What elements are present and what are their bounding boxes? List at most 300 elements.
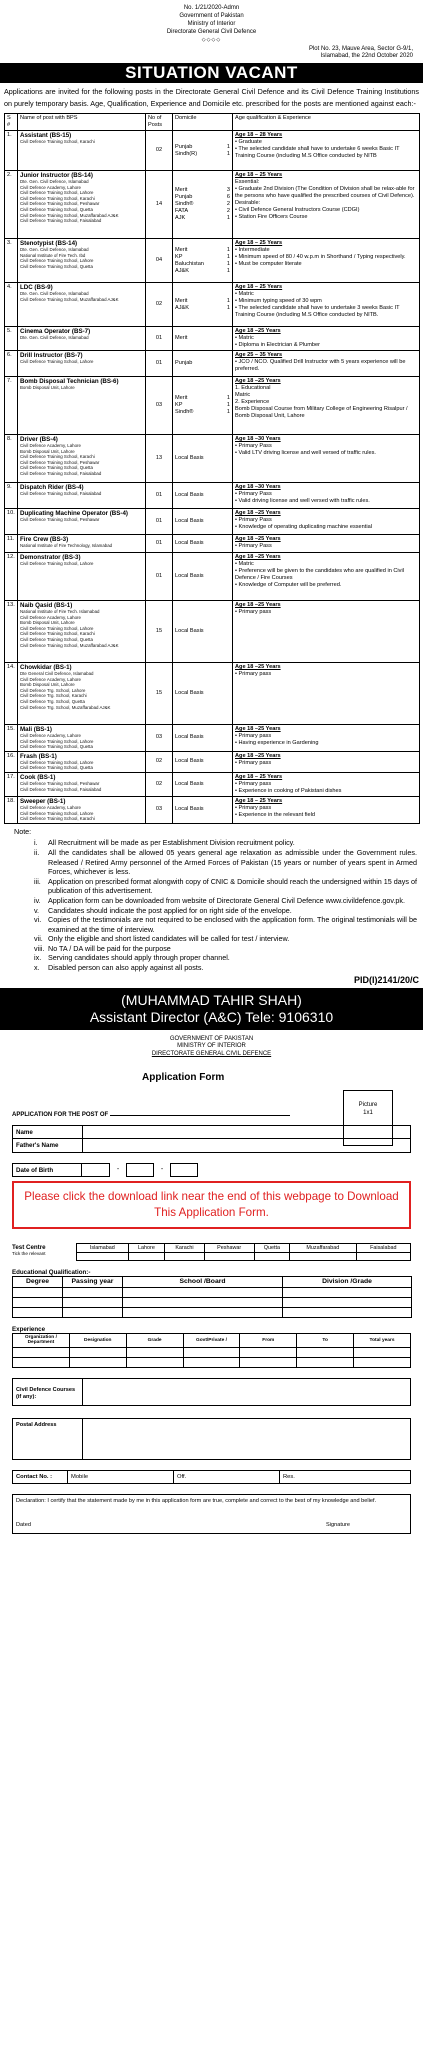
vacancy-row xyxy=(5,553,420,601)
centre-tick-box[interactable] xyxy=(128,1252,165,1260)
row-requirements xyxy=(233,509,420,535)
domicile-quota: 6 xyxy=(226,194,230,200)
signatory-block xyxy=(0,988,423,1030)
cd-courses-field[interactable] xyxy=(83,1379,410,1405)
domicile-area: Sindh® xyxy=(175,201,194,207)
exp-cell[interactable] xyxy=(69,1347,126,1357)
note-item xyxy=(14,877,417,896)
row-sno: 16. xyxy=(5,751,18,772)
domicile-entry xyxy=(175,492,230,499)
post-institution: Civil Defence Training School, Quetta xyxy=(20,636,93,642)
row-post xyxy=(18,751,146,772)
col-requirements: Age qualification & Experience xyxy=(233,114,420,131)
row-post xyxy=(18,239,146,283)
post-institution: Civil Defence Training School, Quetta xyxy=(20,765,93,771)
apply-for-label: APPLICATION FOR THE POST OF xyxy=(12,1111,109,1118)
dob-month-field[interactable] xyxy=(126,1163,154,1177)
contact-label: Contact No. : xyxy=(12,1470,68,1484)
exp-cell[interactable] xyxy=(297,1357,354,1367)
post-institution: National Institute of Fire Technology, Islamabad xyxy=(20,543,113,548)
domicile-area: Baluchistan xyxy=(175,260,204,267)
row-sno: 15. xyxy=(5,725,18,752)
note-number: viii. xyxy=(34,943,45,953)
exp-cell[interactable] xyxy=(240,1357,297,1367)
post-institution: Civil Defence Training School, Peshawar xyxy=(20,201,100,207)
vacancy-row xyxy=(5,535,420,553)
domicile-entry xyxy=(175,409,230,416)
post-institution: Civil Defence Training School, Faisalabad xyxy=(20,470,102,476)
centre-name: Muzaffarabad xyxy=(290,1243,356,1252)
row-domicile xyxy=(173,171,233,239)
row-sno: 13. xyxy=(5,601,18,663)
education-table xyxy=(12,1276,412,1318)
domicile-entry xyxy=(175,305,230,312)
post-title: Sweeper (BS-1) xyxy=(20,797,66,805)
domicile-area: Local Basis xyxy=(175,573,204,579)
notes-label: Note: xyxy=(14,826,32,836)
experience-header: From xyxy=(240,1333,297,1347)
vacancy-row xyxy=(5,131,420,171)
education-header: Degree xyxy=(13,1276,63,1287)
download-notice[interactable]: Please click the download link near the end of this webpage to Download This Application Form. xyxy=(12,1181,411,1229)
test-centre-hint: Tick the relevant xyxy=(12,1250,46,1256)
ref-number: No. 1/21/2020-Admn xyxy=(183,5,240,11)
pid-number: PID(I)2141/20/C xyxy=(353,974,419,985)
education-header-row xyxy=(13,1276,412,1287)
postal-address-row xyxy=(12,1418,411,1460)
row-domicile xyxy=(173,535,233,553)
post-institution: Civil Defence Training School, Quetta xyxy=(20,263,93,269)
row-sno: 14. xyxy=(5,663,18,725)
centre-tick-box[interactable] xyxy=(77,1252,129,1260)
row-domicile xyxy=(173,772,233,796)
row-requirements xyxy=(233,601,420,663)
requirement-line: Age 18 – 28 Years xyxy=(235,132,283,138)
domicile-area: Punjab xyxy=(175,143,193,150)
contact-row xyxy=(12,1470,411,1484)
edu-cell[interactable] xyxy=(13,1297,63,1307)
centre-tick-box[interactable] xyxy=(356,1252,410,1260)
domicile-quota: 2 xyxy=(226,208,230,214)
requirement-line: • Knowledge of Computer will be preferred. xyxy=(235,582,342,588)
row-post xyxy=(18,327,146,351)
row-sno: 8. xyxy=(5,435,18,483)
city-date: Islamabad, the 22nd October 2020 xyxy=(320,53,413,59)
experience-label: Experience xyxy=(12,1325,46,1333)
government-name: Government of Pakistan xyxy=(179,13,244,19)
requirement-line: • The selected candidate shall have to undertake 6 weeks Basic IT Training Course (including M.S Office conducted by NITB xyxy=(235,146,400,159)
requirement-line: Age 18 –25 Years xyxy=(235,664,281,670)
vacancy-row xyxy=(5,327,420,351)
requirement-line: • Graduate xyxy=(235,139,262,145)
post-institution: Civil Defence Training School, Muzaffarabad AJ&K xyxy=(20,642,119,648)
exp-cell[interactable] xyxy=(126,1357,183,1367)
edu-cell[interactable] xyxy=(63,1287,123,1297)
note-number: iii. xyxy=(34,876,41,886)
centre-tick-box[interactable] xyxy=(254,1252,290,1260)
requirement-line: • The selected candidate shall have to undertake 3 weeks Basic IT Training Course (including M.S Office conducted by NITB. xyxy=(235,305,400,318)
post-title: Cinema Operator (BS-7) xyxy=(20,328,91,335)
office-field[interactable] xyxy=(174,1470,280,1484)
requirement-line: • Valid driving license and well versed with traffic rules. xyxy=(235,498,370,504)
note-text: All Recruitment will be made as per Establishment Division recruitment policy. xyxy=(48,838,295,848)
exp-cell[interactable] xyxy=(183,1347,240,1357)
row-count: 03 xyxy=(146,725,173,752)
test-centre-row xyxy=(12,1243,411,1261)
requirement-line: • Primary pass xyxy=(235,609,272,615)
education-header: School /Board xyxy=(123,1276,283,1287)
intro-paragraph: Applications are invited for the following posts in the Directorate General Civil Defence and its Civil Defence Training Institutions on purely temporary basis. Age, Qualification, Experience and Domicile etc. prescribed for the posts are mentioned against each:- xyxy=(4,87,419,108)
row-domicile xyxy=(173,483,233,509)
requirement-line: Age 18 –25 Years xyxy=(235,602,281,608)
post-institution: Civil Defence Training School, Karachi xyxy=(20,631,95,637)
row-post xyxy=(18,435,146,483)
post-title: Demonstrator (BS-3) xyxy=(20,554,81,561)
post-institution: Civil Defence Training School, Karachi xyxy=(20,454,95,460)
requirement-line: • Matric xyxy=(235,561,254,567)
domicile-entry xyxy=(175,758,230,765)
row-domicile xyxy=(173,725,233,752)
domicile-quota: 1 xyxy=(226,267,230,274)
row-post xyxy=(18,483,146,509)
row-count: 03 xyxy=(146,377,173,435)
row-count: 02 xyxy=(146,283,173,327)
row-post xyxy=(18,283,146,327)
exp-cell[interactable] xyxy=(354,1347,411,1357)
vacancy-row xyxy=(5,283,420,327)
mobile-field[interactable] xyxy=(68,1470,174,1484)
domicile-quota: 1 xyxy=(226,304,230,311)
requirement-line: Age 18 –25 Years xyxy=(235,378,281,384)
exp-cell[interactable] xyxy=(126,1347,183,1357)
note-item xyxy=(14,896,417,906)
post-title: Naib Qasid (BS-1) xyxy=(20,602,73,609)
domicile-entry xyxy=(175,261,230,268)
experience-row xyxy=(13,1357,411,1367)
situation-vacant-banner: SITUATION VACANT xyxy=(0,63,423,83)
education-header: Passing year xyxy=(63,1276,123,1287)
requirement-line: • Valid LTV driving license and well versed of traffic rules. xyxy=(235,450,376,456)
note-text: Serving candidates should apply through proper channel. xyxy=(48,953,230,963)
dob-day-field[interactable] xyxy=(82,1163,110,1177)
row-sno: 11. xyxy=(5,535,18,553)
domicile-entry xyxy=(175,268,230,275)
domicile-entry xyxy=(175,573,230,580)
col-post: Name of post with BPS xyxy=(18,114,146,131)
note-number: v. xyxy=(34,905,40,915)
note-text: Only the eligible and short listed candidates will be called for test / interview. xyxy=(48,934,290,944)
row-sno: 3. xyxy=(5,239,18,283)
exp-cell[interactable] xyxy=(240,1347,297,1357)
col-domicile: Domicile xyxy=(173,114,233,131)
row-domicile xyxy=(173,435,233,483)
centre-tick-box[interactable] xyxy=(290,1252,356,1260)
requirement-line: • Matric xyxy=(235,335,254,341)
row-count: 15 xyxy=(146,663,173,725)
domicile-entry xyxy=(175,628,230,635)
requirement-line: • Graduate 2nd Division (The Condition of Division shall be relax-able for the persons who have qualified the prescribed courses of Civil Defence). xyxy=(235,186,415,199)
requirement-line: • Matric xyxy=(235,291,254,297)
requirement-line: 1. Educational xyxy=(235,385,271,391)
centre-name: Karachi xyxy=(165,1243,204,1252)
requirement-line: 2. Experience xyxy=(235,399,270,405)
domicile-quota: 1 xyxy=(226,215,230,221)
post-institution: Civil Defence Training School, Karachi xyxy=(20,195,95,201)
post-title: Fire Crew (BS-3) xyxy=(20,536,69,543)
signature-label: Signature xyxy=(326,1521,350,1528)
row-sno: 10. xyxy=(5,509,18,535)
post-institution: Civil Defence Training School, Lahore xyxy=(20,625,94,631)
centre-name: Faisalabad xyxy=(356,1243,410,1252)
domicile-entry xyxy=(175,455,230,462)
requirement-line: Age 18 – 25 Years xyxy=(235,284,283,290)
requirement-line: • Experience in the relevant field xyxy=(235,811,316,818)
edu-cell[interactable] xyxy=(63,1297,123,1307)
edu-cell[interactable] xyxy=(283,1297,412,1307)
centre-name: Islamabad xyxy=(77,1243,129,1252)
post-title: Bomb Disposal Technician (BS-6) xyxy=(20,378,119,385)
experience-header-row xyxy=(13,1333,411,1347)
post-institution: Bomb Disposal Unit, Lahore xyxy=(20,682,75,688)
office-label: Off. xyxy=(177,1473,187,1480)
post-title: Frash (BS-1) xyxy=(20,752,57,760)
post-title: Stenotypist (BS-14) xyxy=(20,240,78,247)
domicile-quota: 1 xyxy=(226,409,230,415)
domicile-area: Sindh® xyxy=(175,409,194,415)
note-item xyxy=(14,963,417,973)
exp-cell[interactable] xyxy=(13,1347,70,1357)
exp-cell[interactable] xyxy=(297,1347,354,1357)
domicile-area: Local Basis xyxy=(175,628,204,634)
requirement-line: • Primary Pass xyxy=(235,443,272,449)
row-requirements xyxy=(233,435,420,483)
residence-field[interactable] xyxy=(280,1470,411,1484)
domicile-quota: 3 xyxy=(226,187,230,193)
post-title: Duplicating Machine Operator (BS-4) xyxy=(20,510,128,517)
domicile-area: Local Basis xyxy=(175,780,204,787)
centre-tick-box[interactable] xyxy=(165,1252,204,1260)
post-institution: Civil Defence Academy, Lahore xyxy=(20,804,81,810)
apply-for-line[interactable] xyxy=(110,1115,290,1116)
domicile-area: Local Basis xyxy=(175,492,204,498)
domicile-entry xyxy=(175,690,230,697)
domicile-quota: 1 xyxy=(226,246,230,253)
row-requirements xyxy=(233,483,420,509)
education-row xyxy=(13,1287,412,1297)
row-count: 01 xyxy=(146,535,173,553)
edu-cell[interactable] xyxy=(283,1307,412,1317)
row-post xyxy=(18,663,146,725)
centre-tick-box[interactable] xyxy=(204,1252,254,1260)
note-text: No TA / DA will be paid for the purpose xyxy=(48,943,171,953)
vacancy-row xyxy=(5,663,420,725)
test-centre-title: Test Centre xyxy=(12,1243,46,1251)
requirement-line: • Primary pass xyxy=(235,780,272,787)
note-number: x. xyxy=(34,963,40,973)
form-letterhead xyxy=(12,1036,411,1058)
vacancy-row xyxy=(5,772,420,796)
post-institution: Civil Defence Academy, Lahore xyxy=(20,676,81,682)
requirement-line: Age 18 –25 Years xyxy=(235,510,281,516)
post-institution: Civil Defence Trg. School, Karachi xyxy=(20,693,87,699)
requirement-line: Essential: xyxy=(235,179,260,185)
edu-cell[interactable] xyxy=(63,1307,123,1317)
domicile-entry xyxy=(175,402,230,409)
row-count: 01 xyxy=(146,509,173,535)
centre-name: Peshawar xyxy=(204,1243,254,1252)
domicile-quota: 1 xyxy=(226,297,230,304)
requirement-line: • Primary pass xyxy=(235,733,272,739)
dob-year-field[interactable] xyxy=(170,1163,198,1177)
col-no-of-posts: No of Posts xyxy=(146,114,173,131)
vacancy-row xyxy=(5,725,420,752)
note-text: Application form can be downloaded from website of Directorate General Civil Defence www.civildefence.gov.pk. xyxy=(48,895,406,905)
ornament-divider: ◇◇◇◇ xyxy=(201,37,222,43)
requirement-line: • Primary pass xyxy=(235,804,272,811)
row-domicile xyxy=(173,377,233,435)
edu-cell[interactable] xyxy=(123,1287,283,1297)
table-header-row xyxy=(5,114,420,131)
row-domicile xyxy=(173,751,233,772)
postal-address-field[interactable] xyxy=(83,1419,410,1459)
row-domicile xyxy=(173,553,233,601)
note-number: vii. xyxy=(34,934,43,944)
post-institution: Civil Defence Academy, Lahore xyxy=(20,443,81,448)
row-sno: 4. xyxy=(5,283,18,327)
row-sno: 17. xyxy=(5,772,18,796)
requirement-line: • Primary Pass xyxy=(235,517,272,523)
post-institution: Civil Defence Training School, Quetta xyxy=(20,206,93,212)
row-post xyxy=(18,377,146,435)
photo-box xyxy=(343,1090,393,1146)
post-title: Junior Instructor (BS-14) xyxy=(20,172,93,179)
post-institution: Bomb Disposal Unit, Lahore xyxy=(20,620,75,626)
dob-separator: - xyxy=(160,1165,164,1173)
note-text: Copies of the testimonials are not required to be enclosed with the application form. The original testimonials will be examined at the time of interview. xyxy=(48,915,417,934)
vacancy-row xyxy=(5,601,420,663)
form-gov: GOVERNMENT OF PAKISTAN xyxy=(169,1036,254,1042)
mobile-label: Mobile xyxy=(71,1473,89,1480)
domicile-area: AJK xyxy=(175,215,186,221)
post-title: Assistant (BS-15) xyxy=(20,132,72,139)
domicile-entry xyxy=(175,395,230,402)
domicile-entry xyxy=(175,151,230,158)
row-requirements xyxy=(233,131,420,171)
exp-cell[interactable] xyxy=(354,1357,411,1367)
father-name-label: Father's Name xyxy=(13,1139,83,1152)
col-sno: S # xyxy=(5,114,18,131)
row-post xyxy=(18,351,146,377)
requirement-line: Age 25 – 35 Years xyxy=(235,352,283,358)
education-row xyxy=(13,1307,412,1317)
dob-row xyxy=(12,1163,411,1177)
declaration-text: Declaration: I certify that the statement made by me in this application form are true, complete and correct to the best of my knowledge and belief. xyxy=(16,1497,377,1504)
note-number: i. xyxy=(34,838,38,848)
post-institution: National Institute of Fire Tech. Islamabad xyxy=(20,609,100,614)
row-count: 15 xyxy=(146,601,173,663)
requirement-line: Age 18 –25 Years xyxy=(235,752,281,759)
row-sno: 9. xyxy=(5,483,18,509)
domicile-entry xyxy=(175,254,230,261)
post-institution: Dte. Gen. Civil Defence, Islamabad xyxy=(20,291,89,296)
domicile-quota: 1 xyxy=(226,395,230,401)
requirement-line: • Primary pass xyxy=(235,759,272,766)
requirement-line: Age 18 – 25 Years xyxy=(235,172,283,178)
row-domicile xyxy=(173,796,233,823)
edu-cell[interactable] xyxy=(123,1297,283,1307)
requirement-line: • Intermediate xyxy=(235,247,270,253)
post-institution: Civil Defence Training School, Faisalabad xyxy=(20,218,102,224)
exp-cell[interactable] xyxy=(183,1357,240,1367)
requirement-line: • Experience in cooking of Pakistani dishes xyxy=(235,787,342,794)
vacancy-row xyxy=(5,377,420,435)
post-institution: Civil Defence Training School, Lahore xyxy=(20,190,94,196)
dated-label: Dated xyxy=(16,1521,31,1528)
row-requirements xyxy=(233,535,420,553)
exp-cell[interactable] xyxy=(69,1357,126,1367)
domicile-entry xyxy=(175,201,230,208)
domicile-area: Punjab xyxy=(175,194,193,200)
residence-label: Res. xyxy=(283,1473,295,1480)
domicile-entry xyxy=(175,360,230,367)
post-institution: Civil Defence Academy, Lahore xyxy=(20,184,81,190)
address-block xyxy=(0,46,423,60)
requirement-line: • Minimum typing speed of 30 wpm xyxy=(235,298,322,304)
domicile-area: Local Basis xyxy=(175,734,204,741)
row-domicile xyxy=(173,239,233,283)
experience-row xyxy=(13,1347,411,1357)
domicile-entry xyxy=(175,781,230,788)
centre-name: Quetta xyxy=(254,1243,290,1252)
post-institution: National Institute of Fire Tech. Ibd xyxy=(20,252,86,258)
edu-cell[interactable] xyxy=(13,1307,63,1317)
note-number: ix. xyxy=(34,953,42,963)
vacancy-row xyxy=(5,509,420,535)
post-title: Driver (BS-4) xyxy=(20,436,58,443)
name-label: Name xyxy=(13,1126,83,1138)
domicile-area: AJ&K xyxy=(175,267,189,274)
row-sno: 12. xyxy=(5,553,18,601)
domicile-area: Local Basis xyxy=(175,690,204,696)
post-institution: Dte. Gen. Civil Defence, Islamabad xyxy=(20,247,89,252)
edu-cell[interactable] xyxy=(283,1287,412,1297)
note-item xyxy=(14,944,417,954)
row-requirements xyxy=(233,751,420,772)
domicile-area: Local Basis xyxy=(175,540,204,546)
vacancy-row xyxy=(5,351,420,377)
cd-courses-label: Civil Defence Courses (if any): xyxy=(13,1379,83,1405)
plot-address: Plot No. 23, Mauve Area, Sector G-9/1, xyxy=(308,46,413,52)
row-post xyxy=(18,553,146,601)
directorate-name: Directorate General Civil Defence xyxy=(166,29,257,35)
post-institution: Civil Defence Training School, Lahore xyxy=(20,561,94,566)
edu-cell[interactable] xyxy=(123,1307,283,1317)
edu-cell[interactable] xyxy=(13,1287,63,1297)
experience-header: Total years xyxy=(354,1333,411,1347)
row-count: 01 xyxy=(146,553,173,601)
row-sno: 18. xyxy=(5,796,18,823)
dob-label: Date of Birth xyxy=(12,1163,82,1177)
post-institution: Civil Defence Training School, Lahore xyxy=(20,810,94,816)
post-institution: Civil Defence Academy, Lahore xyxy=(20,733,81,738)
dob-separator: - xyxy=(116,1165,120,1173)
exp-cell[interactable] xyxy=(13,1357,70,1367)
row-domicile xyxy=(173,663,233,725)
row-post xyxy=(18,772,146,796)
note-item xyxy=(14,953,417,963)
signatory-designation: Assistant Director (A&C) Tele: 9106310 xyxy=(89,1009,334,1025)
note-text: All the candidates shall be allowed 05 years general age relaxation as admissible under the Government rules. Released / Retired Army personnel of the Armed Forces of Pakistan (15 years or number of years spent in Armed Forces, whichever is less. xyxy=(48,847,417,877)
